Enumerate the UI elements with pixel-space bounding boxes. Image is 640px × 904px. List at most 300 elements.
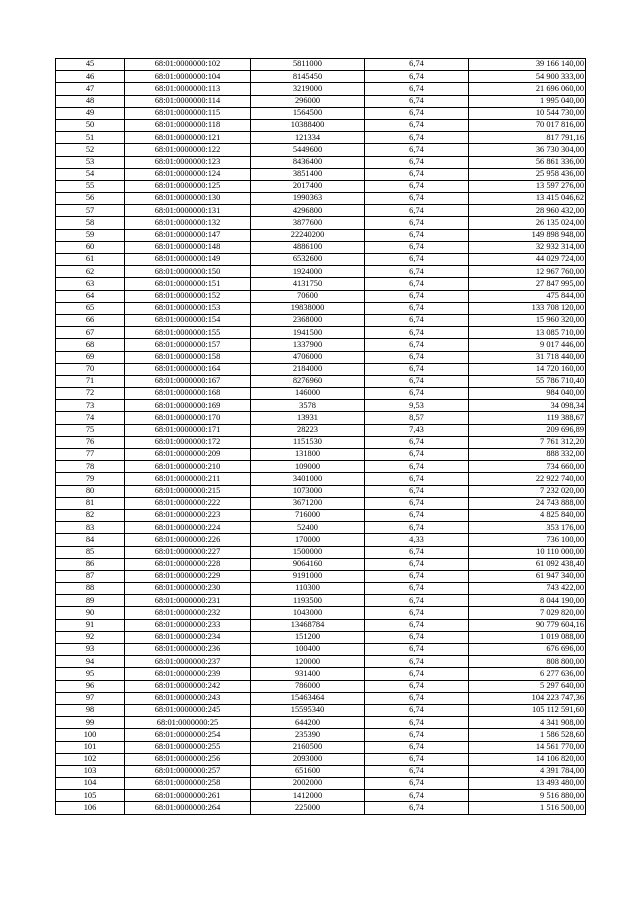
value-cell: 25 958 436,00 (469, 168, 586, 180)
table-row (56, 363, 586, 375)
value-cell: 26 135 024,00 (469, 217, 586, 229)
row-number-cell: 63 (56, 278, 125, 290)
value-cell: 14 106 820,00 (469, 753, 586, 765)
table-row (56, 461, 586, 473)
rate-cell: 4,33 (365, 534, 469, 546)
area-cell: 1412000 (251, 790, 365, 802)
table-row (56, 254, 586, 266)
value-cell: 9 017 446,00 (469, 339, 586, 351)
cadastral-number-cell: 68:01:0000000:155 (125, 327, 251, 339)
rate-cell: 6,74 (365, 509, 469, 521)
row-number-cell: 57 (56, 205, 125, 217)
value-cell: 61 092 438,40 (469, 558, 586, 570)
value-cell: 353 176,00 (469, 522, 586, 534)
area-cell: 10388400 (251, 119, 365, 131)
cadastral-number-cell: 68:01:0000000:222 (125, 497, 251, 509)
rate-cell: 8,57 (365, 412, 469, 424)
value-cell: 24 743 888,00 (469, 497, 586, 509)
value-cell: 31 718 440,00 (469, 351, 586, 363)
rate-cell: 6,74 (365, 83, 469, 95)
row-number-cell: 77 (56, 449, 125, 461)
rate-cell: 6,74 (365, 71, 469, 83)
value-cell: 55 786 710,40 (469, 375, 586, 387)
value-cell: 13 493 480,00 (469, 778, 586, 790)
row-number-cell: 67 (56, 327, 125, 339)
cadastral-number-cell: 68:01:0000000:130 (125, 193, 251, 205)
row-number-cell: 48 (56, 95, 125, 107)
cadastral-number-cell: 68:01:0000000:125 (125, 180, 251, 192)
value-cell: 90 779 604,16 (469, 619, 586, 631)
area-cell: 28223 (251, 424, 365, 436)
area-cell: 1564500 (251, 107, 365, 119)
rate-cell: 6,74 (365, 339, 469, 351)
value-cell: 6 277 636,00 (469, 668, 586, 680)
value-cell: 104 223 747,36 (469, 692, 586, 704)
row-number-cell: 74 (56, 412, 125, 424)
row-number-cell: 79 (56, 473, 125, 485)
value-cell: 1 019 088,00 (469, 631, 586, 643)
value-cell: 105 112 591,60 (469, 704, 586, 716)
cadastral-number-cell: 68:01:0000000:254 (125, 729, 251, 741)
table-row (56, 290, 586, 302)
area-cell: 4296800 (251, 205, 365, 217)
rate-cell: 6,74 (365, 363, 469, 375)
rate-cell: 6,74 (365, 619, 469, 631)
row-number-cell: 53 (56, 156, 125, 168)
cadastral-number-cell: 68:01:0000000:237 (125, 656, 251, 668)
area-cell: 13468784 (251, 619, 365, 631)
area-cell: 13931 (251, 412, 365, 424)
cadastral-number-cell: 68:01:0000000:215 (125, 485, 251, 497)
table-row (56, 546, 586, 558)
area-cell: 146000 (251, 388, 365, 400)
value-cell: 817 791,16 (469, 132, 586, 144)
value-cell: 32 932 314,00 (469, 241, 586, 253)
cadastral-number-cell: 68:01:0000000:122 (125, 144, 251, 156)
area-cell: 3401000 (251, 473, 365, 485)
rate-cell: 6,74 (365, 522, 469, 534)
table-row (56, 583, 586, 595)
cadastral-number-cell: 68:01:0000000:223 (125, 509, 251, 521)
table-row (56, 412, 586, 424)
table-row (56, 168, 586, 180)
row-number-cell: 99 (56, 717, 125, 729)
area-cell: 19838000 (251, 302, 365, 314)
row-number-cell: 64 (56, 290, 125, 302)
table-row (56, 656, 586, 668)
table-row (56, 449, 586, 461)
area-cell: 5449600 (251, 144, 365, 156)
table-row (56, 668, 586, 680)
cadastral-number-cell: 68:01:0000000:164 (125, 363, 251, 375)
rate-cell: 6,74 (365, 461, 469, 473)
table-row (56, 205, 586, 217)
value-cell: 4 341 908,00 (469, 717, 586, 729)
rate-cell: 6,74 (365, 180, 469, 192)
area-cell: 151200 (251, 631, 365, 643)
row-number-cell: 106 (56, 802, 125, 814)
value-cell: 888 332,00 (469, 449, 586, 461)
table-row (56, 631, 586, 643)
table-row (56, 729, 586, 741)
area-cell: 3578 (251, 400, 365, 412)
row-number-cell: 92 (56, 631, 125, 643)
cadastral-number-cell: 68:01:0000000:245 (125, 704, 251, 716)
cadastral-number-cell: 68:01:0000000:115 (125, 107, 251, 119)
area-cell: 15595340 (251, 704, 365, 716)
rate-cell: 6,74 (365, 497, 469, 509)
value-cell: 27 847 995,00 (469, 278, 586, 290)
table-row (56, 497, 586, 509)
rate-cell: 6,74 (365, 583, 469, 595)
row-number-cell: 75 (56, 424, 125, 436)
cadastral-number-cell: 68:01:0000000:149 (125, 254, 251, 266)
area-cell: 1337900 (251, 339, 365, 351)
rate-cell: 6,74 (365, 266, 469, 278)
value-cell: 1 586 528,60 (469, 729, 586, 741)
cadastral-number-cell: 68:01:0000000:132 (125, 217, 251, 229)
cadastral-number-cell: 68:01:0000000:168 (125, 388, 251, 400)
area-cell: 4131750 (251, 278, 365, 290)
row-number-cell: 101 (56, 741, 125, 753)
row-number-cell: 100 (56, 729, 125, 741)
rate-cell: 6,74 (365, 95, 469, 107)
table-row (56, 790, 586, 802)
row-number-cell: 105 (56, 790, 125, 802)
cadastral-number-cell: 68:01:0000000:211 (125, 473, 251, 485)
rate-cell: 6,74 (365, 254, 469, 266)
rate-cell: 6,74 (365, 168, 469, 180)
cadastral-number-cell: 68:01:0000000:152 (125, 290, 251, 302)
value-cell: 13 085 710,00 (469, 327, 586, 339)
value-cell: 22 922 740,00 (469, 473, 586, 485)
area-cell: 8436400 (251, 156, 365, 168)
rate-cell: 6,74 (365, 119, 469, 131)
cadastral-number-cell: 68:01:0000000:210 (125, 461, 251, 473)
value-cell: 4 391 784,00 (469, 765, 586, 777)
row-number-cell: 66 (56, 314, 125, 326)
rate-cell: 6,74 (365, 802, 469, 814)
area-cell: 4706000 (251, 351, 365, 363)
cadastral-number-cell: 68:01:0000000:258 (125, 778, 251, 790)
table-row (56, 522, 586, 534)
row-number-cell: 72 (56, 388, 125, 400)
cadastral-number-cell: 68:01:0000000:226 (125, 534, 251, 546)
area-cell: 4886100 (251, 241, 365, 253)
row-number-cell: 103 (56, 765, 125, 777)
table-row (56, 266, 586, 278)
rate-cell: 6,74 (365, 644, 469, 656)
value-cell: 34 098,34 (469, 400, 586, 412)
value-cell: 984 040,00 (469, 388, 586, 400)
table-row (56, 327, 586, 339)
cadastral-number-cell: 68:01:0000000:257 (125, 765, 251, 777)
cadastral-number-cell: 68:01:0000000:121 (125, 132, 251, 144)
value-cell: 1 995 040,00 (469, 95, 586, 107)
value-cell: 149 898 948,00 (469, 229, 586, 241)
area-cell: 1073000 (251, 485, 365, 497)
row-number-cell: 49 (56, 107, 125, 119)
rate-cell: 6,74 (365, 778, 469, 790)
cadastral-number-cell: 68:01:0000000:118 (125, 119, 251, 131)
area-cell: 716000 (251, 509, 365, 521)
table-row (56, 339, 586, 351)
cadastral-number-cell: 68:01:0000000:104 (125, 71, 251, 83)
cadastral-number-cell: 68:01:0000000:255 (125, 741, 251, 753)
rate-cell: 6,74 (365, 314, 469, 326)
row-number-cell: 84 (56, 534, 125, 546)
cadastral-number-cell: 68:01:0000000:209 (125, 449, 251, 461)
area-cell: 786000 (251, 680, 365, 692)
row-number-cell: 46 (56, 71, 125, 83)
row-number-cell: 94 (56, 656, 125, 668)
table-row (56, 144, 586, 156)
cadastral-number-cell: 68:01:0000000:124 (125, 168, 251, 180)
row-number-cell: 90 (56, 607, 125, 619)
cadastral-value-table (55, 58, 586, 815)
value-cell: 70 017 816,00 (469, 119, 586, 131)
table-row (56, 229, 586, 241)
table-row (56, 680, 586, 692)
cadastral-number-cell: 68:01:0000000:148 (125, 241, 251, 253)
cadastral-number-cell: 68:01:0000000:150 (125, 266, 251, 278)
value-cell: 7 761 312,20 (469, 436, 586, 448)
rate-cell: 6,74 (365, 485, 469, 497)
area-cell: 70600 (251, 290, 365, 302)
table-row (56, 59, 586, 71)
row-number-cell: 81 (56, 497, 125, 509)
value-cell: 28 960 432,00 (469, 205, 586, 217)
area-cell: 5811000 (251, 59, 365, 71)
rate-cell: 6,74 (365, 229, 469, 241)
table-row (56, 217, 586, 229)
table-row (56, 436, 586, 448)
table-body (56, 59, 586, 815)
area-cell: 170000 (251, 534, 365, 546)
table-row (56, 193, 586, 205)
cadastral-number-cell: 68:01:0000000:154 (125, 314, 251, 326)
cadastral-number-cell: 68:01:0000000:157 (125, 339, 251, 351)
table-row (56, 302, 586, 314)
table-row (56, 778, 586, 790)
row-number-cell: 83 (56, 522, 125, 534)
rate-cell: 6,74 (365, 607, 469, 619)
rate-cell: 6,74 (365, 668, 469, 680)
value-cell: 209 696,89 (469, 424, 586, 436)
table-row (56, 619, 586, 631)
table-row (56, 692, 586, 704)
rate-cell: 6,74 (365, 278, 469, 290)
cadastral-number-cell: 68:01:0000000:234 (125, 631, 251, 643)
row-number-cell: 87 (56, 570, 125, 582)
area-cell: 9191000 (251, 570, 365, 582)
area-cell: 3671200 (251, 497, 365, 509)
area-cell: 110300 (251, 583, 365, 595)
value-cell: 1 516 500,00 (469, 802, 586, 814)
table-row (56, 83, 586, 95)
area-cell: 1941500 (251, 327, 365, 339)
value-cell: 475 844,00 (469, 290, 586, 302)
cadastral-number-cell: 68:01:0000000:236 (125, 644, 251, 656)
table-row (56, 570, 586, 582)
table-row (56, 485, 586, 497)
cadastral-number-cell: 68:01:0000000:233 (125, 619, 251, 631)
area-cell: 651600 (251, 765, 365, 777)
area-cell: 120000 (251, 656, 365, 668)
value-cell: 13 415 046,62 (469, 193, 586, 205)
rate-cell: 6,74 (365, 680, 469, 692)
row-number-cell: 86 (56, 558, 125, 570)
area-cell: 644200 (251, 717, 365, 729)
area-cell: 109000 (251, 461, 365, 473)
value-cell: 56 861 336,00 (469, 156, 586, 168)
area-cell: 1990363 (251, 193, 365, 205)
table-row (56, 704, 586, 716)
rate-cell: 6,74 (365, 388, 469, 400)
table-row (56, 558, 586, 570)
row-number-cell: 55 (56, 180, 125, 192)
area-cell: 9064160 (251, 558, 365, 570)
cadastral-number-cell: 68:01:0000000:230 (125, 583, 251, 595)
table-row (56, 278, 586, 290)
value-cell: 54 900 333,00 (469, 71, 586, 83)
rate-cell: 6,74 (365, 765, 469, 777)
rate-cell: 6,74 (365, 107, 469, 119)
table-row (56, 595, 586, 607)
row-number-cell: 102 (56, 753, 125, 765)
value-cell: 15 960 320,00 (469, 314, 586, 326)
rate-cell: 6,74 (365, 570, 469, 582)
table-row (56, 765, 586, 777)
row-number-cell: 56 (56, 193, 125, 205)
row-number-cell: 88 (56, 583, 125, 595)
value-cell: 14 720 160,00 (469, 363, 586, 375)
value-cell: 736 100,00 (469, 534, 586, 546)
table-row (56, 375, 586, 387)
area-cell: 22240200 (251, 229, 365, 241)
area-cell: 225000 (251, 802, 365, 814)
table-row (56, 424, 586, 436)
value-cell: 14 561 770,00 (469, 741, 586, 753)
value-cell: 61 947 340,00 (469, 570, 586, 582)
cadastral-number-cell: 68:01:0000000:123 (125, 156, 251, 168)
row-number-cell: 82 (56, 509, 125, 521)
row-number-cell: 61 (56, 254, 125, 266)
cadastral-number-cell: 68:01:0000000:151 (125, 278, 251, 290)
row-number-cell: 89 (56, 595, 125, 607)
row-number-cell: 45 (56, 59, 125, 71)
table-row (56, 802, 586, 814)
area-cell: 3851400 (251, 168, 365, 180)
cadastral-number-cell: 68:01:0000000:229 (125, 570, 251, 582)
row-number-cell: 52 (56, 144, 125, 156)
area-cell: 3877600 (251, 217, 365, 229)
row-number-cell: 62 (56, 266, 125, 278)
cadastral-number-cell: 68:01:0000000:242 (125, 680, 251, 692)
table-row (56, 534, 586, 546)
rate-cell: 6,74 (365, 156, 469, 168)
cadastral-number-cell: 68:01:0000000:167 (125, 375, 251, 387)
rate-cell: 6,74 (365, 449, 469, 461)
cadastral-number-cell: 68:01:0000000:169 (125, 400, 251, 412)
area-cell: 1500000 (251, 546, 365, 558)
table-row (56, 71, 586, 83)
value-cell: 7 029 820,00 (469, 607, 586, 619)
row-number-cell: 73 (56, 400, 125, 412)
area-cell: 296000 (251, 95, 365, 107)
row-number-cell: 78 (56, 461, 125, 473)
value-cell: 119 388,67 (469, 412, 586, 424)
rate-cell: 6,74 (365, 741, 469, 753)
cadastral-number-cell: 68:01:0000000:158 (125, 351, 251, 363)
table-row (56, 119, 586, 131)
area-cell: 3219000 (251, 83, 365, 95)
cadastral-number-cell: 68:01:0000000:131 (125, 205, 251, 217)
rate-cell: 6,74 (365, 595, 469, 607)
rate-cell: 6,74 (365, 753, 469, 765)
area-cell: 2002000 (251, 778, 365, 790)
rate-cell: 6,74 (365, 132, 469, 144)
cadastral-number-cell: 68:01:0000000:170 (125, 412, 251, 424)
rate-cell: 6,74 (365, 473, 469, 485)
area-cell: 121334 (251, 132, 365, 144)
cadastral-number-cell: 68:01:0000000:264 (125, 802, 251, 814)
row-number-cell: 70 (56, 363, 125, 375)
row-number-cell: 58 (56, 217, 125, 229)
value-cell: 7 232 020,00 (469, 485, 586, 497)
table-row (56, 241, 586, 253)
row-number-cell: 97 (56, 692, 125, 704)
table-row (56, 314, 586, 326)
table-row (56, 473, 586, 485)
row-number-cell: 68 (56, 339, 125, 351)
area-cell: 15463464 (251, 692, 365, 704)
value-cell: 13 597 276,00 (469, 180, 586, 192)
rate-cell: 6,74 (365, 217, 469, 229)
value-cell: 743 422,00 (469, 583, 586, 595)
table-row (56, 95, 586, 107)
cadastral-number-cell: 68:01:0000000:153 (125, 302, 251, 314)
area-cell: 2017400 (251, 180, 365, 192)
table-row (56, 107, 586, 119)
value-cell: 44 029 724,00 (469, 254, 586, 266)
rate-cell: 6,74 (365, 704, 469, 716)
row-number-cell: 65 (56, 302, 125, 314)
area-cell: 2368000 (251, 314, 365, 326)
value-cell: 5 297 640,00 (469, 680, 586, 692)
area-cell: 235390 (251, 729, 365, 741)
row-number-cell: 85 (56, 546, 125, 558)
value-cell: 9 516 880,00 (469, 790, 586, 802)
area-cell: 8145450 (251, 71, 365, 83)
rate-cell: 6,74 (365, 692, 469, 704)
cadastral-number-cell: 68:01:0000000:231 (125, 595, 251, 607)
table-row (56, 180, 586, 192)
row-number-cell: 96 (56, 680, 125, 692)
area-cell: 2093000 (251, 753, 365, 765)
cadastral-number-cell: 68:01:0000000:224 (125, 522, 251, 534)
cadastral-number-cell: 68:01:0000000:243 (125, 692, 251, 704)
row-number-cell: 51 (56, 132, 125, 144)
value-cell: 21 696 060,00 (469, 83, 586, 95)
rate-cell: 6,74 (365, 241, 469, 253)
value-cell: 676 696,00 (469, 644, 586, 656)
row-number-cell: 80 (56, 485, 125, 497)
row-number-cell: 54 (56, 168, 125, 180)
row-number-cell: 71 (56, 375, 125, 387)
table-row (56, 607, 586, 619)
area-cell: 1193500 (251, 595, 365, 607)
